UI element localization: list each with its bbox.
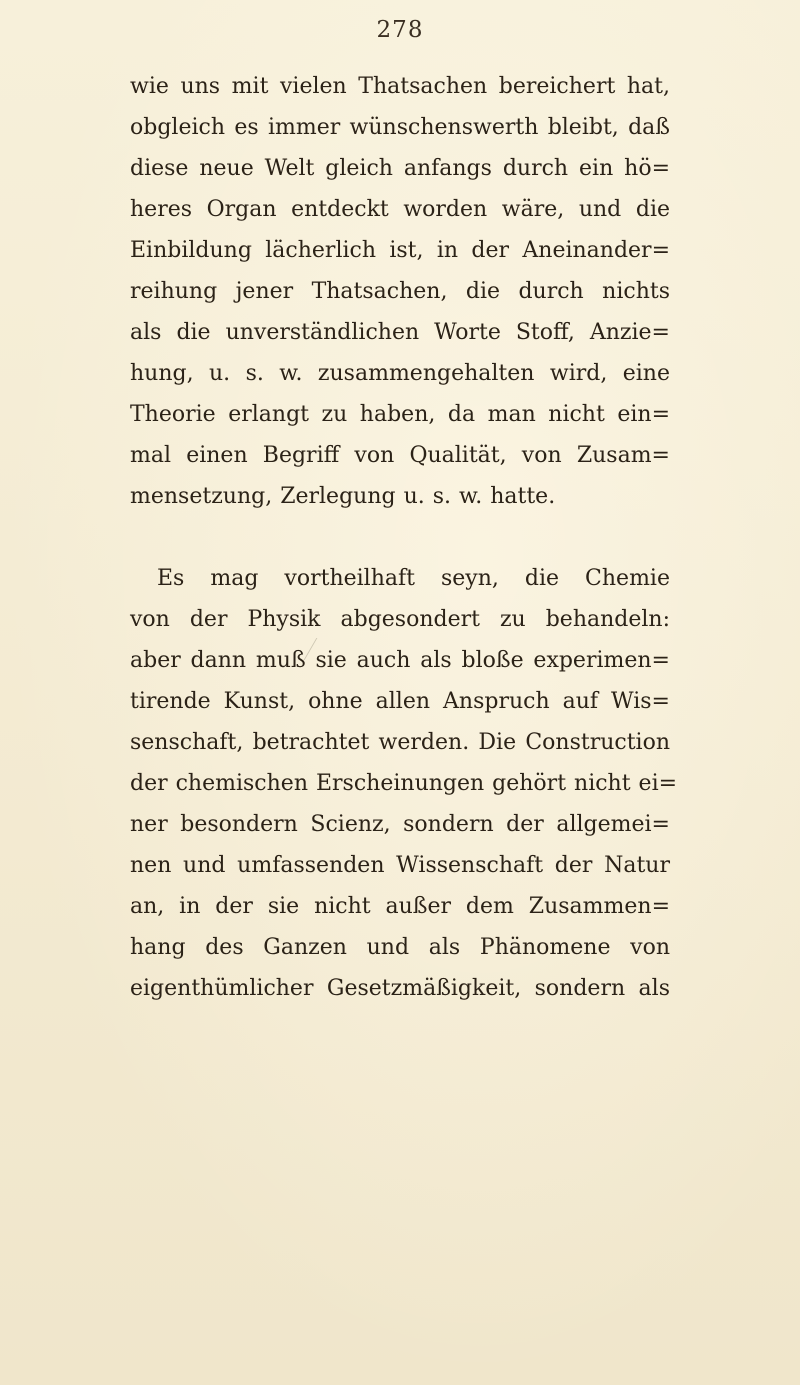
paragraph-gap <box>130 517 670 558</box>
text-line: nen und umfassenden Wissenschaft der Natur <box>130 853 670 878</box>
text-line: diese neue Welt gleich anfangs durch ein hö= <box>130 156 670 181</box>
text-line: Einbildung lächerlich ist, in der Aneinander= <box>130 238 670 263</box>
paragraph-2 <box>130 558 678 1009</box>
text-line: tirende Kunst, ohne allen Anspruch auf Wis= <box>130 689 670 714</box>
text-line: senschaft, betrachtet werden. Die Construction <box>130 730 670 755</box>
text-line: an, in der sie nicht außer dem Zusammen= <box>130 894 670 919</box>
text-line: ner besondern Scienz, sondern der allgemei= <box>130 812 670 837</box>
text-line: eigenthümlicher Gesetzmäßigkeit, sondern als <box>130 976 670 1001</box>
text-line: obgleich es immer wünschenswerth bleibt, daß <box>130 115 670 140</box>
page-number: 278 <box>376 17 424 43</box>
text-line: von der Physik abgesondert zu behandeln: <box>130 607 670 632</box>
text-line: wie uns mit vielen Thatsachen bereichert hat, <box>130 74 670 99</box>
text-line: mal einen Begriff von Qualität, von Zusam= <box>130 443 670 468</box>
text-line: aber dann muß sie auch als bloße experimen= <box>130 648 670 673</box>
paragraph-1 <box>130 66 670 517</box>
text-line: der chemischen Erscheinungen gehört nicht ei= <box>130 771 678 796</box>
text-line: reihung jener Thatsachen, die durch nichts <box>130 279 670 304</box>
text-line: Theorie erlangt zu haben, da man nicht ein= <box>130 402 670 427</box>
text-line: hang des Ganzen und als Phänomene von <box>130 935 670 960</box>
body-text <box>130 66 678 1009</box>
text-line: mensetzung, Zerlegung u. s. w. hatte. <box>130 484 556 509</box>
text-line: heres Organ entdeckt worden wäre, und die <box>130 197 670 222</box>
text-line: Es mag vortheilhaft seyn, die Chemie <box>157 566 670 591</box>
text-line: hung, u. s. w. zusammengehalten wird, eine <box>130 361 670 386</box>
text-line: als die unverständlichen Worte Stoff, Anzie= <box>130 320 670 345</box>
